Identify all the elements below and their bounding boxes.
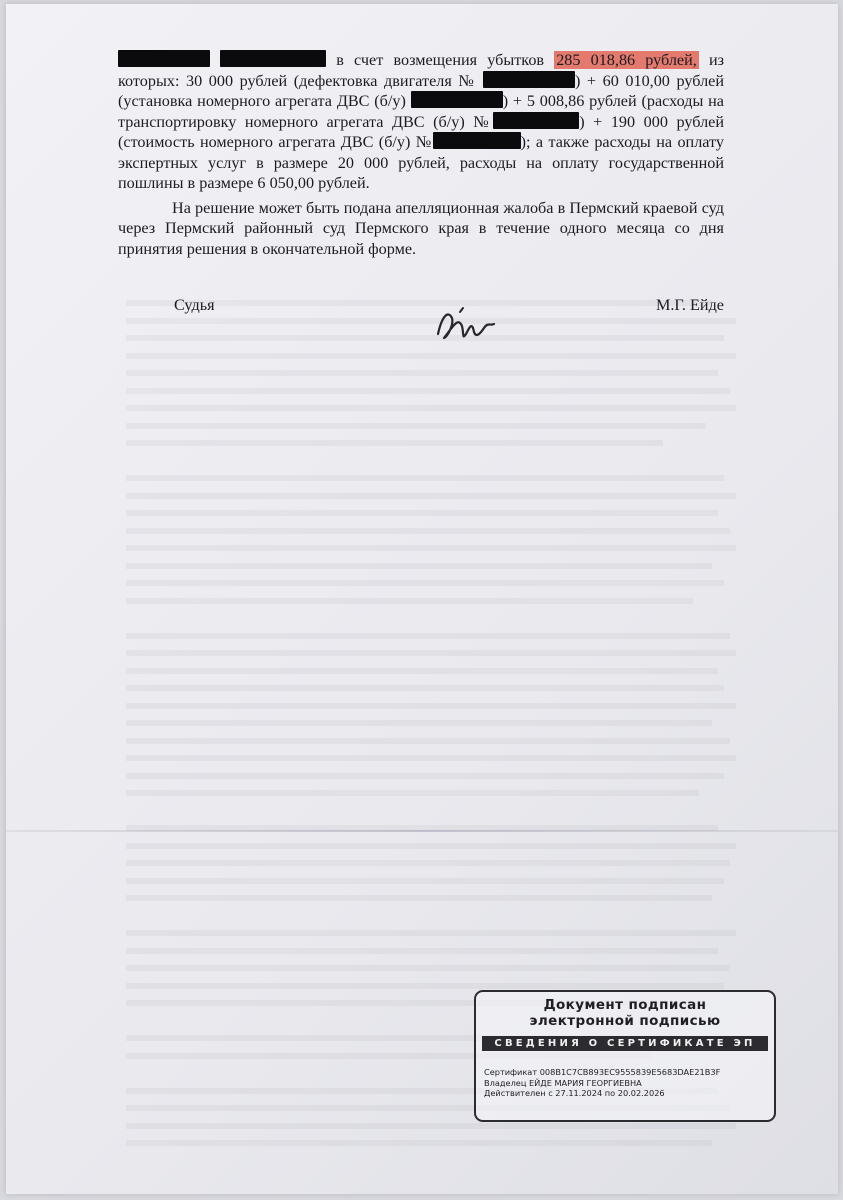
damages-breakdown-text: из которых: 30 000 рублей (дефектовка двигателя №: [118, 51, 725, 90]
damages-breakdown-text: ); а также расходы на оплату экспертных услуг в размере 20 000 рублей, расходы на оплату государственной пошлины в размере 6 050,00 рублей.: [118, 133, 724, 192]
redaction-block: [411, 91, 503, 108]
stamp-title: [476, 997, 774, 1029]
judge-signature-row: [118, 296, 724, 320]
certificate-owner: Владелец ЕЙДЕ МАРИЯ ГЕОРГИЕВНА: [484, 1077, 642, 1088]
electronic-signature-stamp: [474, 990, 776, 1122]
certificate-validity: Действителен с 27.11.2024 по 20.02.2026: [484, 1088, 665, 1098]
document-body: [118, 50, 724, 259]
highlighted-total-amount: 285 018,86 рублей,: [556, 51, 697, 69]
certificate-details: [484, 1067, 766, 1099]
stamp-title-line: Документ подписан: [543, 997, 707, 1013]
redaction-block: [493, 112, 579, 129]
damages-intro-text: в счет возмещения убытков: [336, 51, 545, 69]
damages-breakdown-text: ) + 60 010,00 рублей (установка номерного агрегата ДВС (б/у): [118, 71, 724, 110]
redaction-block: [220, 50, 326, 67]
redaction-block: [118, 50, 210, 67]
stamp-title-line: электронной подписью: [529, 1013, 721, 1029]
certificate-number: Сертификат 008B1C7CB893EC9555839E5683DAE21B3F: [484, 1067, 721, 1077]
damages-breakdown-text: ) + 5 008,86 рублей (расходы на транспортировку номерного агрегата ДВС (б/у) №: [118, 92, 724, 131]
damages-breakdown-text: ) + 190 000 рублей (стоимость номерного агрегата ДВС (б/у) №: [118, 112, 724, 151]
judge-label: Судья: [174, 296, 215, 314]
redaction-block: [483, 71, 575, 88]
certificate-info-bar: СВЕДЕНИЯ О СЕРТИФИКАТЕ ЭП: [482, 1036, 768, 1051]
redaction-block: [433, 132, 521, 149]
judge-name: М.Г. Ейде: [655, 296, 724, 314]
damages-paragraph: [118, 50, 724, 194]
handwritten-signature: [432, 304, 502, 348]
appeal-paragraph: На решение может быть подана апелляционная жалоба в Пермский краевой суд через Пермский районный суд Пермского края в течение одного месяца со дня принятия решения в окончательной форме.: [118, 198, 724, 258]
